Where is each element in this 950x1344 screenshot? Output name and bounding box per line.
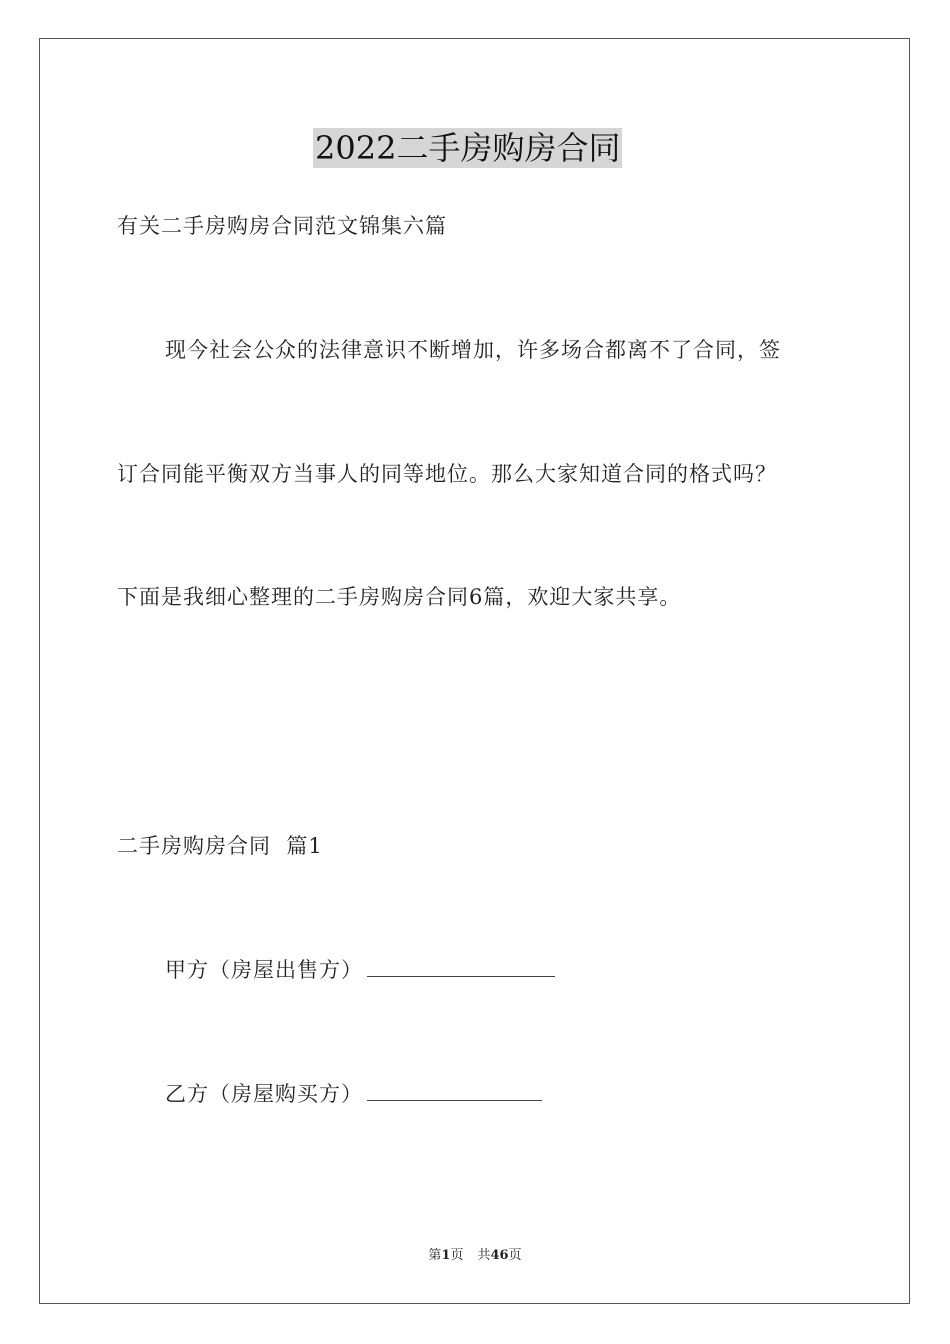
footer-total-pages: 46: [490, 1248, 509, 1263]
party-a-blank-field: [367, 956, 555, 977]
party-b-blank-field: [367, 1080, 542, 1101]
party-a-label: 甲方（房屋出售方）: [165, 958, 363, 982]
intro-paragraph-line-2: 订合同能平衡双方当事人的同等地位。那么大家知道合同的格式吗？: [117, 462, 777, 486]
footer-total-prefix: 共: [477, 1248, 491, 1263]
footer-page-suffix: 页: [450, 1248, 464, 1263]
footer-page-number: 1: [441, 1248, 451, 1263]
document-title: 2022二手房购房合同: [315, 129, 621, 167]
footer-total-suffix: 页: [508, 1248, 522, 1263]
page-footer: [0, 1247, 950, 1265]
footer-page-prefix: 第: [428, 1248, 442, 1263]
section-heading: 二手房购房合同 篇1: [117, 834, 323, 858]
intro-paragraph-line-3: 下面是我细心整理的二手房购房合同6篇，欢迎大家共享。: [117, 585, 682, 609]
party-b-label: 乙方（房屋购买方）: [165, 1082, 363, 1106]
party-b-line: [165, 1080, 542, 1108]
party-a-line: [165, 956, 555, 984]
document-subtitle: 有关二手房购房合同范文锦集六篇: [117, 214, 447, 238]
intro-paragraph-line-1: 现今社会公众的法律意识不断增加，许多场合都离不了合同，签: [165, 338, 781, 362]
